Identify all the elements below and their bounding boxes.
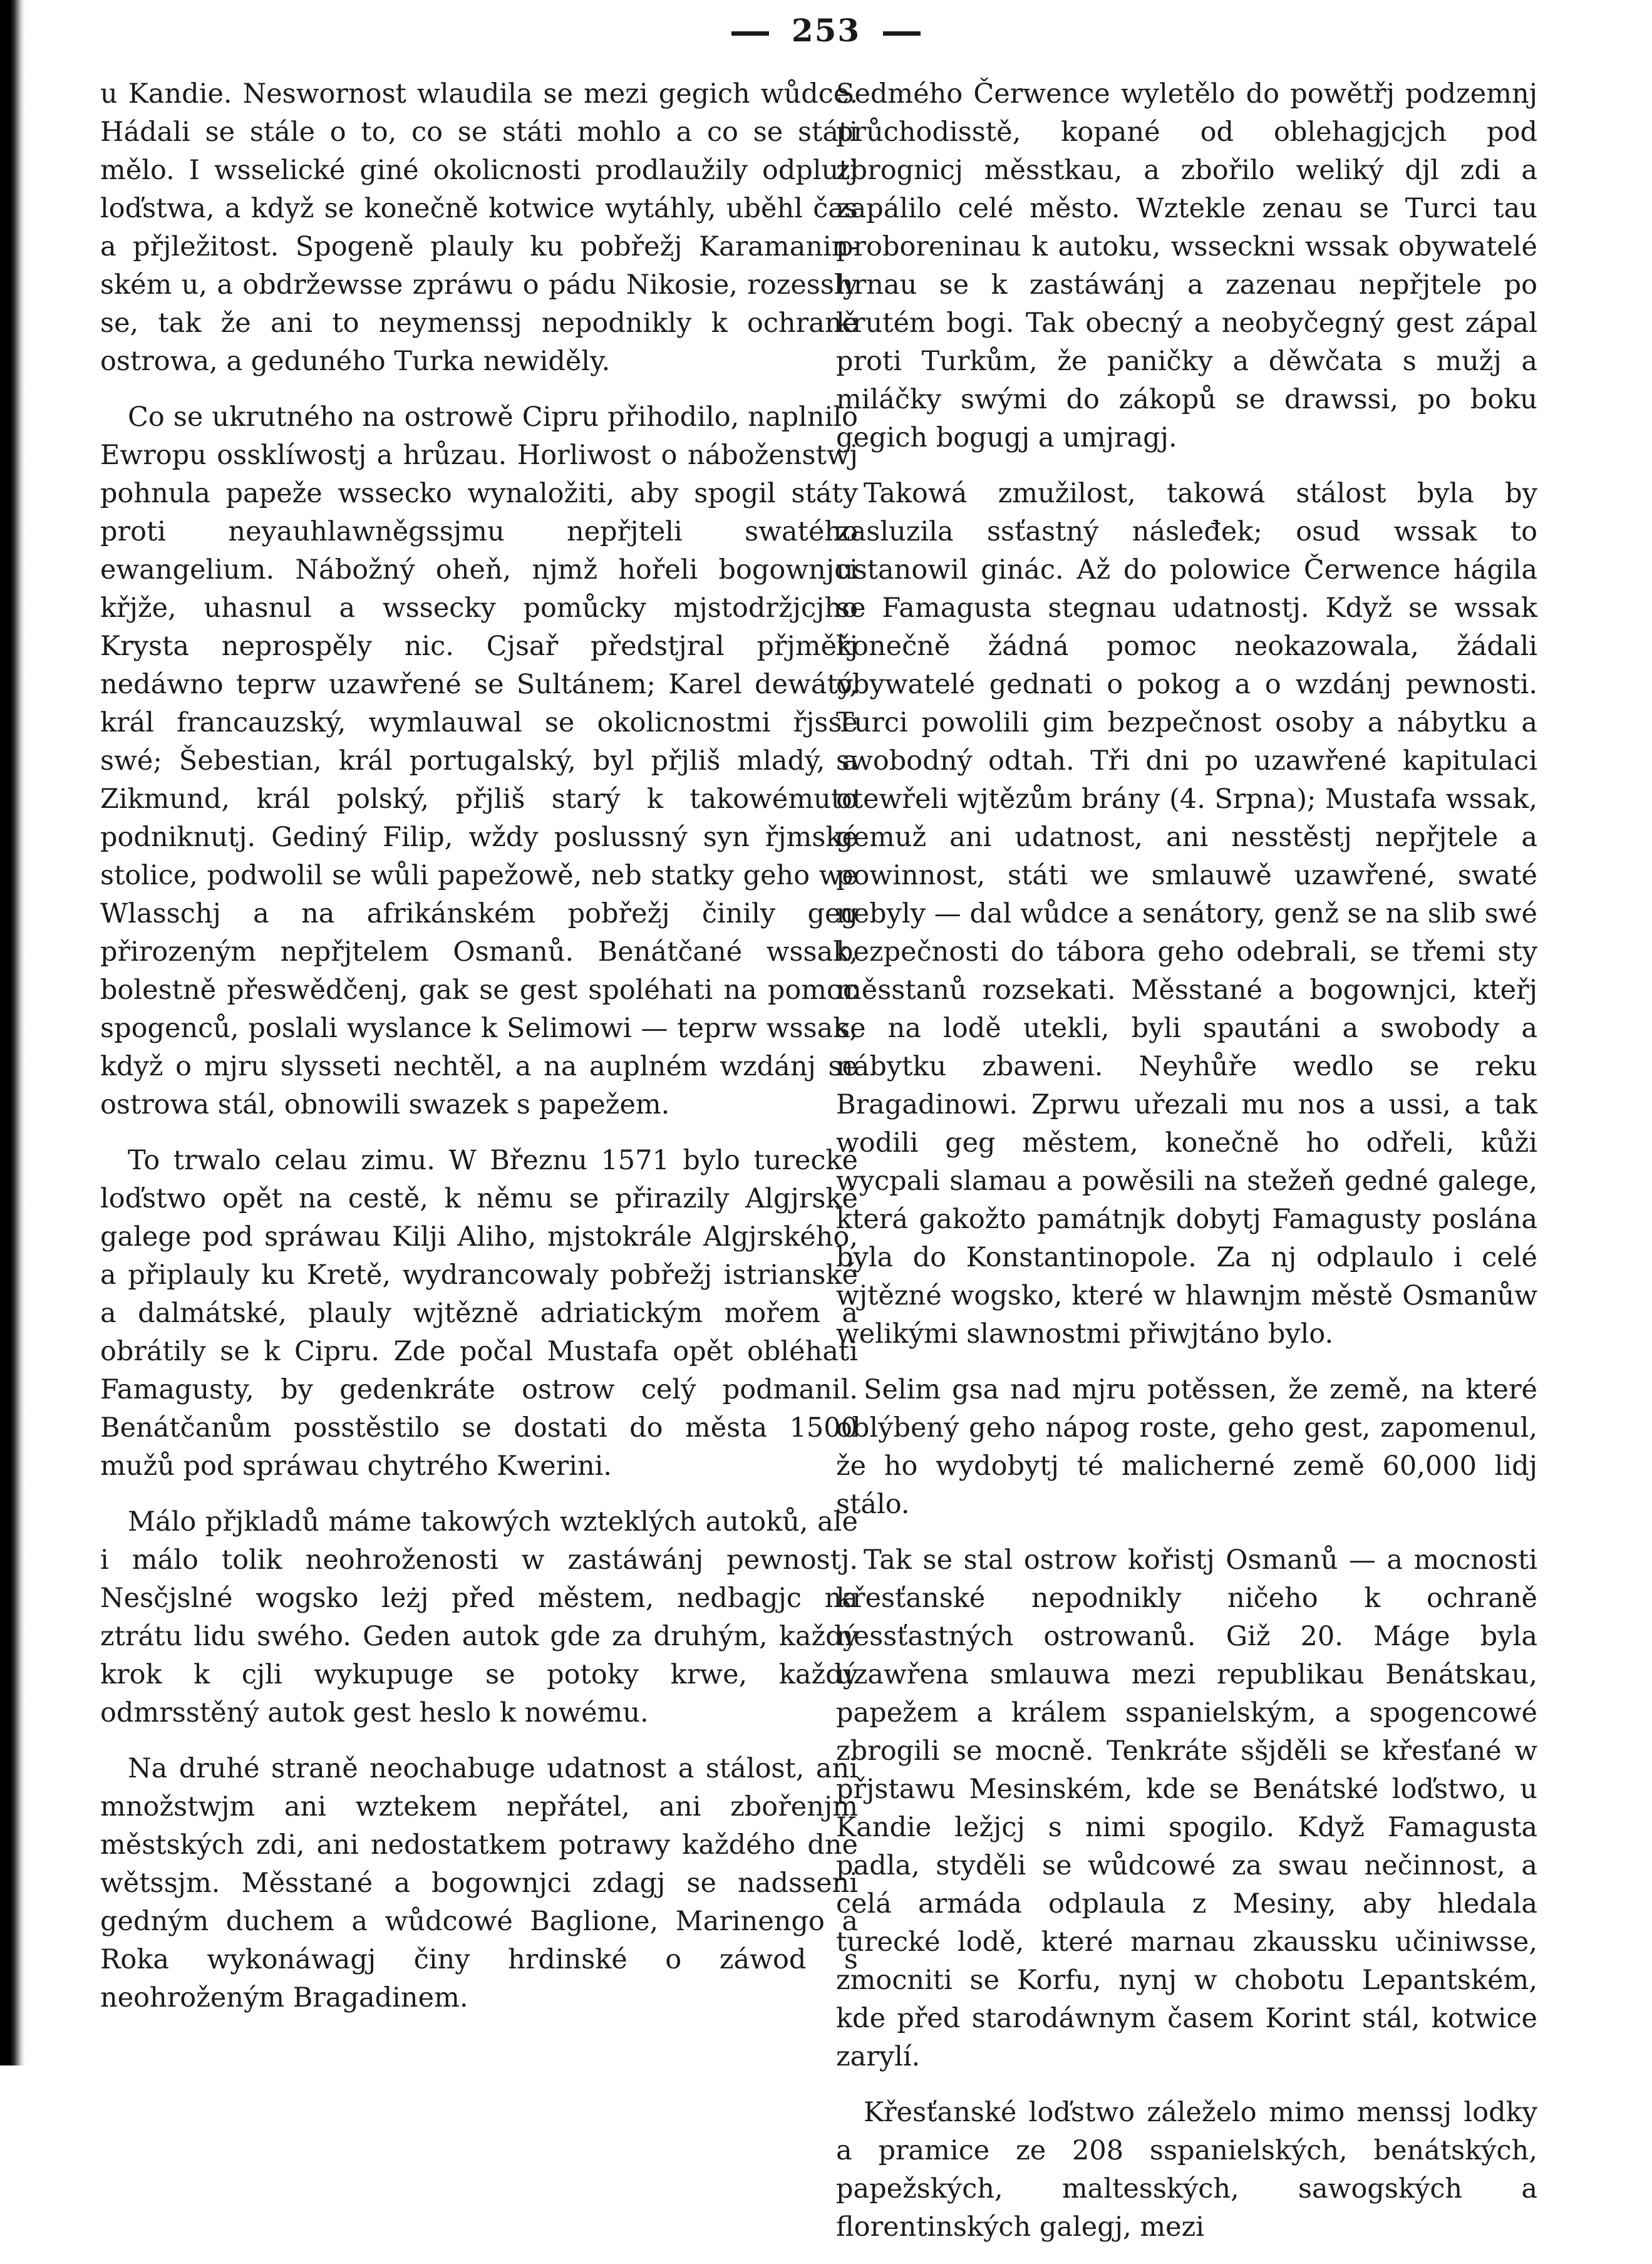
- paragraph: Málo přjkladů máme takowých wzteklých autoků, ale i málo tolik neohroženosti w zastáwánj pewnostj. Nesčjslné wogsko leżj před městem, nedbagjc na ztrátu lidu swého. Geden autok gde za druhým, každý krok k cjli wykupuge se potoky krwe, každý odmrsstěný autok gest heslo k nowému.: [100, 1506, 858, 1729]
- paragraph: Selim gsa nad mjru potěssen, že země, na které oblýbený geho nápog roste, geho gest, zapomenul, že ho wydobytj té malicherné země 60,000 lidj stálo.: [836, 1374, 1537, 1520]
- paragraph: Na druhé straně neochabuge udatnost a stálost, ani množstwjm ani wztekem nepřátel, ani zbořenjm městských zdi, ani nedostatkem potrawy každého dne wětssjm. Měsstané a bogownjci zdagj se nadsseni gedným duchem a wůdcowé Baglione, Marinengo a Roka wykonáwagj činy hrdinské o záwod s neohroženým Bragadinem.: [100, 1753, 858, 2013]
- header-dash-right: [883, 31, 921, 36]
- scan-binding-edge: [0, 0, 25, 2065]
- header-dash-left: [731, 31, 769, 36]
- paragraph: Sedmého Čerwence wyletělo do powětřj podzemnj průchodisstě, kopané od oblehagjcjch pod zbrognicj měsstkau, a zbořilo weliký djl zdi a zapálilo celé město. Wztekle zenau se Turci tau proboreninau k autoku, wsseckni wssak obywatelé hrnau se k zastáwánj a zazenau nepřjtele po krutém bogi. Tak obecný a neobyčegný gest zápal proti Turkům, že paničky a děwčata s mužj a miláčky swými do zákopů se drawssi, po boku gegich bogugj a umjragj.: [836, 78, 1537, 453]
- paragraph: To trwalo celau zimu. W Březnu 1571 bylo turecké loďstwo opět na cestě, k němu se přirazily Algjrské galege pod spráwau Kilji Aliho, mjstokrále Algjrského, a připlauly ku Kretě, wydrancowaly pobřežj istrianské a dalmátské, plauly wjtězně adriatickým mořem a obrátily se k Cipru. Zde počal Mustafa opět obléhati Famagusty, by gedenkráte ostrow celý podmanil. Benátčanům posstěstilo se dostati do města 1500 mužů pod spráwau chytrého Kwerini.: [100, 1145, 858, 1482]
- paragraph: Tak se stal ostrow kořistj Osmanů — a mocnosti křesťanské nepodnikly ničeho k ochraně nessťastných ostrowanů. Giž 20. Máge byla uzawřena smlauwa mezi republikau Benátskau, papežem a králem sspanielským, a spogencowé zbrogili se mocně. Tenkráte sšjděli se křesťané w přjstawu Mesinském, kde se Benátské loďstwo, u Kandie ležjcj s nimi spogilo. Když Famagusta padla, styděli se wůdcowé za swau nečinnost, a celá armáda odplaula z Mesiny, aby hledala turecké lodě, které marnau zkaussku učiniwsse, zmocniti se Korfu, nynj w chobotu Lepantském, kde před starodáwnym časem Korint stál, kotwice zarylí.: [836, 1544, 1537, 2072]
- paragraph: u Kandie. Neswornost wlaudila se mezi gegich wůdce. Hádali se stále o to, co se státi mohlo a co se státi mělo. I wsselické giné okolicnosti prodlaužily odplutj loďstwa, a když se konečně kotwice wytáhly, uběhl čas a přjležitost. Spogeně plauly ku pobřežj Karamanin-ském u, a obdržewsse zpráwu o pádu Nikosie, rozessly se, tak že ani to neymenssj nepodnikly k ochraně ostrowa, a geduného Turka newiděly.: [100, 78, 858, 377]
- page-header: [0, 9, 1652, 53]
- left-column: [100, 75, 858, 2035]
- paragraph: Co se ukrutného na ostrowě Cipru přihodilo, naplnilo Ewropu ossklíwostj a hrůzau. Horliwost o náboženstwj pohnula papeže wssecko wynaložiti, aby spogil státy proti neyauhlawněgssjmu nepřjteli swatého ewangelium. Nábožný oheň, njmž hořeli bogownjci křjže, uhasnul a wssecky pomůcky mjstodržjcjho Krysta neprospěly nic. Cjsař předstjral přjměřj nedáwno teprw uzawřené se Sultánem; Karel dewátý, král francauzský, wymlauwal se okolicnostmi řjsse swé; Šebestian, král portugalský, byl přjliš mladý, a Zikmund, král polský, přjliš starý k takowémuto podniknutj. Gediný Filip, wždy poslussný syn řjmské stolice, podwolil se wůli papežowě, neb statky geho we Wlasschj a na afrikánském pobřežj činily geg přirozeným nepřjtelem Osmanů. Benátčané wssak, bolestně přeswědčenj, gak se gest spoléhati na pomoc spogenců, poslali wyslance k Selimowi — teprw wssak, když o mjru slysseti nechtěl, a na auplném wzdánj se ostrowa stál, obnowili swazek s papežem.: [100, 401, 858, 1120]
- paragraph: Takowá zmužilost, takowá stálost byla by zasluzila ssťastný násleđek; osud wssak to ustanowil ginác. Až do polowice Čerwence hágila se Famagusta stegnau udatnostj. Když se wssak konečně žádná pomoc neokazowala, žádali obywatelé gednati o pokog a o wzdánj pewnosti. Turci powolili gim bezpečnost osoby a nábytku a swobodný odtah. Tři dni po uzawřené kapitulaci otewřeli wjtězům brány (4. Srpna); Mustafa wssak, gemuž ani udatnost, ani nesstěstj nepřjtele a powinnost, státi we smlauwě uzawřené, swaté nebyly — dal wůdce a senátory, genž se na slib swé bezpečnosti do tábora geho odebrali, se třemi sty měsstanů rozsekati. Měsstané a bogownjci, kteřj se na lodě utekli, byli spautáni a swobody a nábytku zbaweni. Neyhůře wedlo se reku Bragadinowi. Zprwu uřezali mu nos a ussi, a tak wodili geg městem, konečně ho odřeli, kůži wycpali slamau a powěsili na stežeň gedné galege, která gakožto památnjk dobytj Famagusty poslána byla do Konstantinopole. Za nj odplaulo i celé wjtězné wogsko, které w hlawnjm městě Osmanůw welikými slawnostmi přiwjtáno bylo.: [836, 478, 1537, 1350]
- page-number: 253: [791, 12, 861, 49]
- paragraph: Křesťanské loďstwo záleželo mimo menssj lodky a pramice ze 208 sspanielských, benátských, papežských, maltesských, sawogských a florentinských galegj, mezi: [836, 2097, 1537, 2243]
- right-column: [836, 75, 1537, 2264]
